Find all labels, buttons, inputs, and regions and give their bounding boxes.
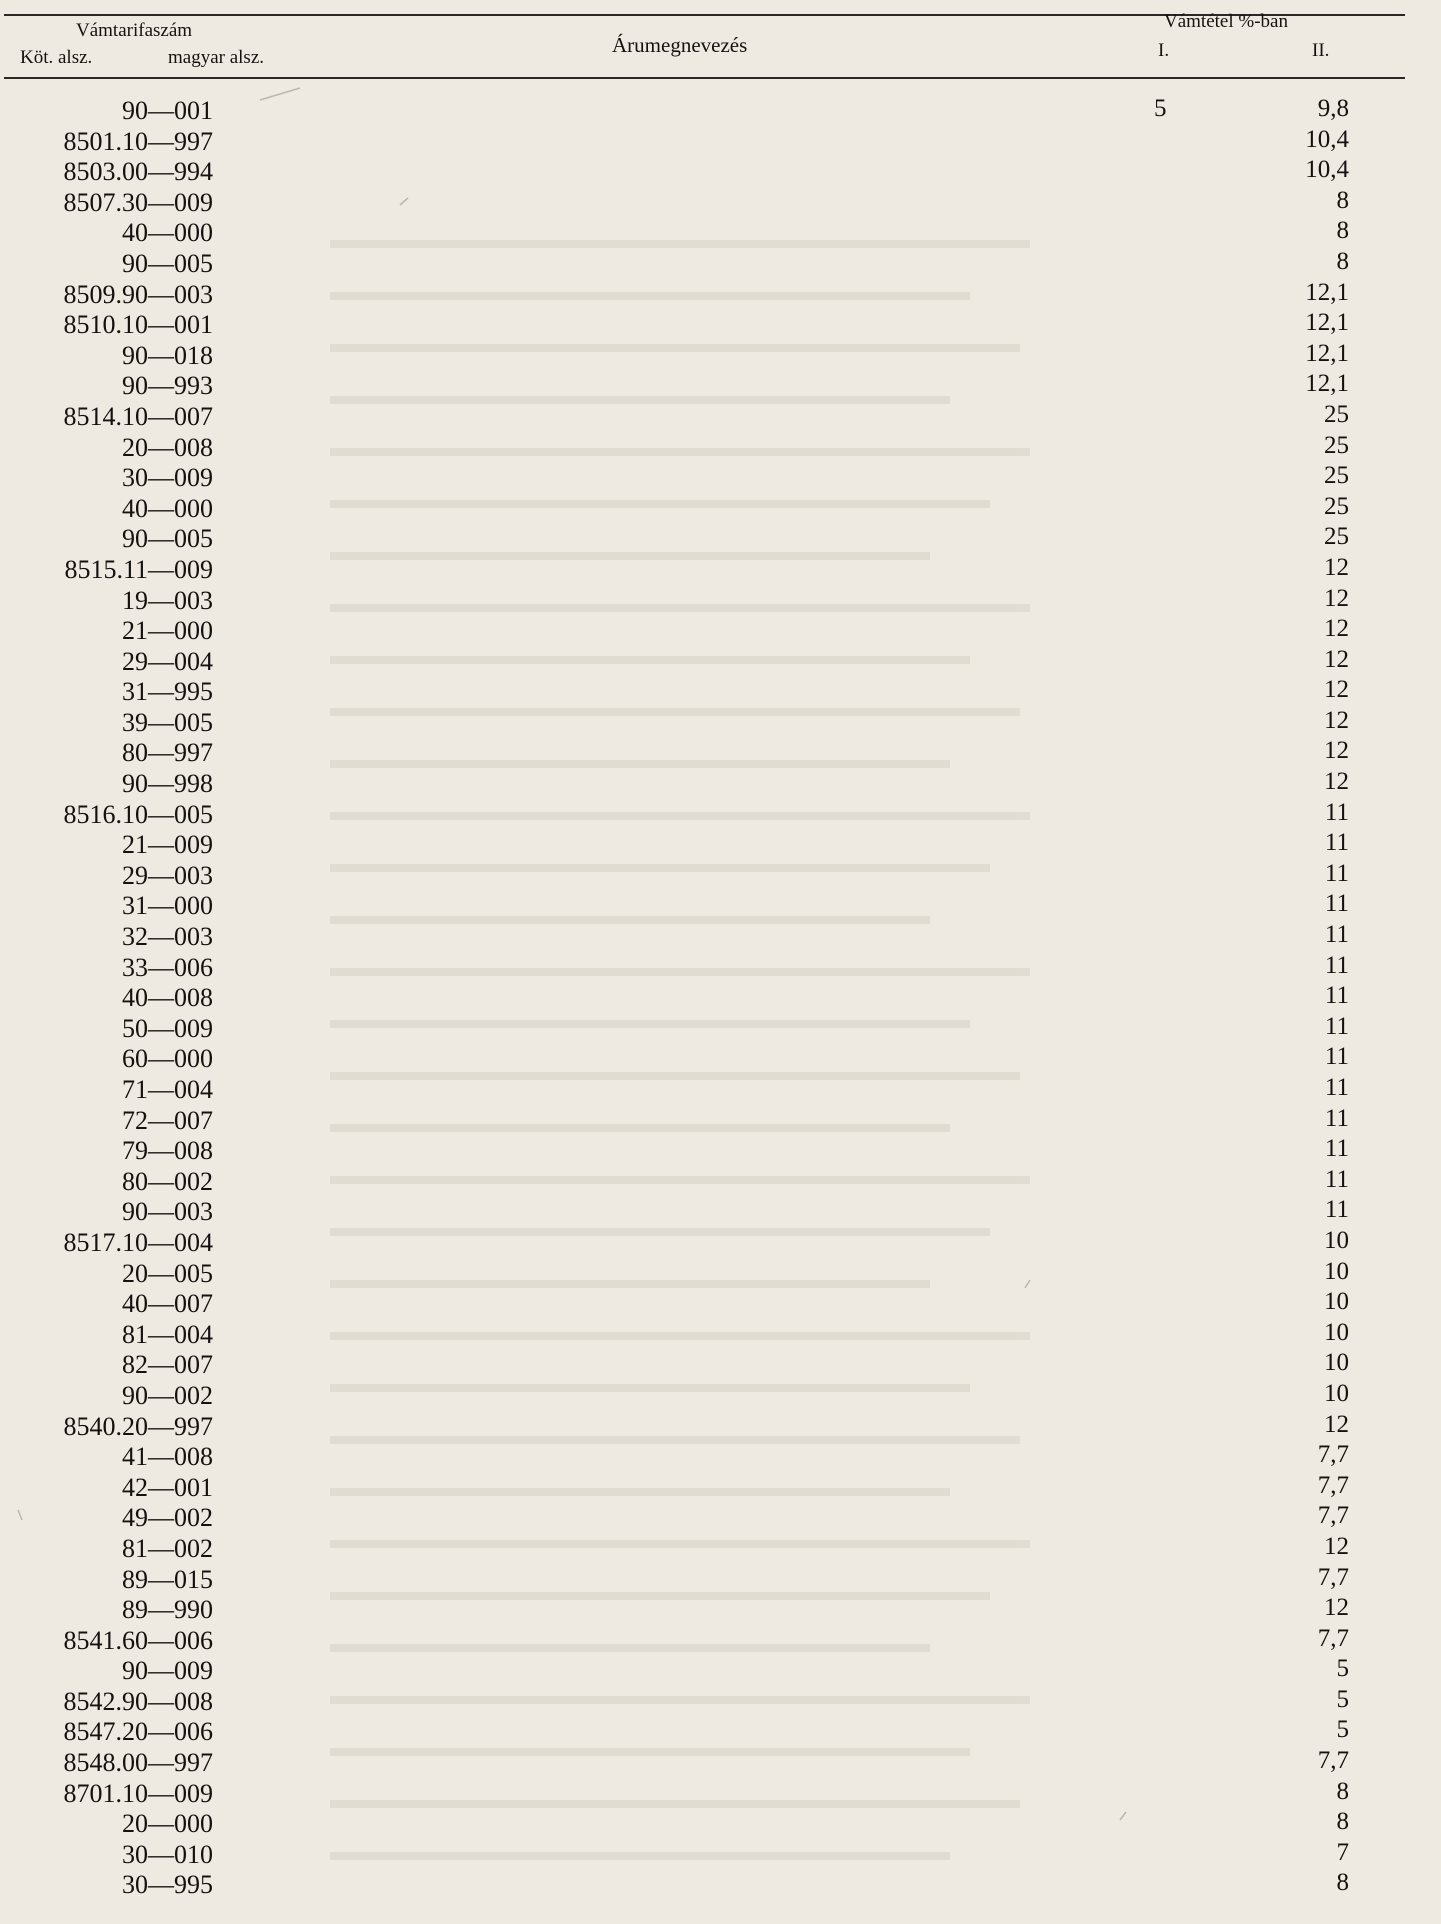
table-row	[0, 524, 1441, 555]
rate-col-ii: 10	[1324, 1257, 1349, 1285]
tariff-code: 21—000	[122, 616, 213, 646]
rate-col-ii: 8	[1336, 1808, 1349, 1836]
table-row	[0, 157, 1441, 188]
table-row	[0, 1565, 1441, 1596]
rate-col-ii: 10	[1324, 1379, 1349, 1407]
rate-col-ii: 12,1	[1305, 278, 1349, 306]
rate-col-ii: 11	[1324, 829, 1349, 857]
tariff-code: 8517.10—004	[63, 1227, 213, 1257]
rate-col-ii: 12	[1324, 706, 1349, 734]
table-row	[0, 1289, 1441, 1320]
rate-col-ii: 12	[1324, 676, 1349, 704]
tariff-code: 49—002	[122, 1503, 213, 1533]
tariff-code: 40—000	[122, 218, 213, 248]
tariff-code: 19—003	[122, 585, 213, 615]
tariff-code: 8503.00—994	[63, 157, 213, 187]
tariff-code: 8510.10—001	[63, 310, 213, 340]
tariff-code: 8701.10—009	[63, 1778, 213, 1808]
table-row	[0, 433, 1441, 464]
rate-col-ii: 11	[1324, 982, 1349, 1010]
rate-col-ii: 8	[1336, 217, 1349, 245]
table-row	[0, 891, 1441, 922]
rate-col-ii: 11	[1324, 1012, 1349, 1040]
table-row	[0, 188, 1441, 219]
table-row	[0, 1320, 1441, 1351]
tariff-code: 89—015	[122, 1564, 213, 1594]
tariff-code: 80—997	[122, 738, 213, 768]
rate-col-ii: 8	[1336, 247, 1349, 275]
tariff-code: 81—002	[122, 1533, 213, 1563]
table-row	[0, 341, 1441, 372]
table-row	[0, 677, 1441, 708]
rate-col-ii: 12	[1324, 553, 1349, 581]
rate-col-ii: 11	[1324, 1074, 1349, 1101]
tariff-code: 8541.60—006	[63, 1625, 213, 1655]
header-arumegnevezes: Árumegnevezés	[612, 33, 748, 57]
tariff-rows	[0, 96, 1441, 1901]
rate-col-ii: 7	[1336, 1838, 1349, 1866]
rate-col-ii: 5	[1336, 1655, 1349, 1683]
rate-col-ii: 25	[1324, 492, 1349, 520]
rate-col-ii: 7,7	[1317, 1502, 1349, 1530]
table-row	[0, 218, 1441, 249]
tariff-code: 80—002	[122, 1166, 213, 1196]
rate-col-ii: 8	[1336, 186, 1349, 214]
rate-col-ii: 10	[1324, 1318, 1349, 1346]
table-row	[0, 1442, 1441, 1473]
tariff-code: 8547.20—006	[63, 1717, 213, 1747]
rate-col-ii: 11	[1324, 890, 1349, 918]
table-row	[0, 1503, 1441, 1534]
tariff-code: 30—010	[122, 1839, 213, 1869]
table-row	[0, 127, 1441, 158]
tariff-code: 31—000	[122, 891, 213, 921]
rate-col-ii: 25	[1324, 462, 1349, 490]
table-row	[0, 1014, 1441, 1045]
table-row	[0, 1167, 1441, 1198]
table-row	[0, 1595, 1441, 1626]
table-row	[0, 1044, 1441, 1075]
tariff-code: 8540.20—997	[63, 1411, 213, 1441]
tariff-code: 39—005	[122, 707, 213, 737]
rate-col-ii: 11	[1324, 1196, 1349, 1224]
rate-col-ii: 10	[1324, 1288, 1349, 1316]
rate-col-ii: 11	[1324, 1165, 1349, 1193]
table-row	[0, 1075, 1441, 1106]
rate-col-ii: 11	[1324, 921, 1349, 949]
tariff-code: 90—003	[122, 1197, 213, 1227]
table-row	[0, 1809, 1441, 1840]
tariff-code: 41—008	[122, 1442, 213, 1472]
tariff-code: 30—009	[122, 463, 213, 493]
rate-col-ii: 7,7	[1317, 1624, 1349, 1652]
table-row	[0, 800, 1441, 831]
rate-col-ii: 11	[1324, 1135, 1349, 1163]
rate-col-ii: 12,1	[1305, 309, 1349, 337]
rate-col-ii: 8	[1336, 1869, 1349, 1897]
table-row	[0, 1656, 1441, 1687]
tariff-code: 30—995	[122, 1870, 213, 1900]
tariff-code: 82—007	[122, 1350, 213, 1380]
rate-col-ii: 11	[1324, 798, 1349, 826]
tariff-code: 32—003	[122, 922, 213, 952]
rate-col-ii: 12	[1324, 768, 1349, 796]
tariff-code: 60—000	[122, 1044, 213, 1074]
table-row	[0, 1870, 1441, 1901]
table-row	[0, 280, 1441, 311]
header-col-ii: II.	[1312, 40, 1330, 61]
header-vamtetel: Vámtétel %-ban	[1164, 11, 1288, 32]
table-row	[0, 1840, 1441, 1871]
rate-col-ii: 12	[1324, 615, 1349, 643]
tariff-code: 8542.90—008	[63, 1686, 213, 1716]
tariff-code: 8507.30—009	[63, 187, 213, 217]
table-row	[0, 1259, 1441, 1290]
tariff-code: 8501.10—997	[63, 126, 213, 156]
table-row	[0, 830, 1441, 861]
rate-col-ii: 12	[1324, 1594, 1349, 1622]
table-row	[0, 1687, 1441, 1718]
table-row	[0, 1717, 1441, 1748]
table-row	[0, 249, 1441, 280]
rate-col-ii: 8	[1336, 1777, 1349, 1805]
table-row	[0, 738, 1441, 769]
rate-col-ii: 11	[1324, 1104, 1349, 1132]
table-row	[0, 371, 1441, 402]
tariff-code: 71—004	[122, 1075, 213, 1104]
rate-col-ii: 12	[1324, 584, 1349, 612]
tariff-code: 89—990	[122, 1595, 213, 1625]
rate-col-ii: 7,7	[1317, 1563, 1349, 1591]
rate-col-ii: 7,7	[1317, 1747, 1349, 1775]
table-row	[0, 1228, 1441, 1259]
table-row	[0, 1626, 1441, 1657]
table-row	[0, 1106, 1441, 1137]
rate-col-ii: 7,7	[1317, 1471, 1349, 1499]
rate-col-ii: 5	[1336, 1716, 1349, 1744]
table-row	[0, 555, 1441, 586]
rate-col-ii: 12,1	[1305, 370, 1349, 398]
table-row	[0, 708, 1441, 739]
tariff-code: 20—000	[122, 1809, 213, 1839]
tariff-code: 29—003	[122, 860, 213, 890]
rate-col-ii: 9,8	[1317, 95, 1349, 122]
table-row	[0, 1350, 1441, 1381]
tariff-code: 90—002	[122, 1380, 213, 1410]
table-row	[0, 310, 1441, 341]
table-row	[0, 1779, 1441, 1810]
tariff-code: 40—007	[122, 1289, 213, 1319]
header-kot-alsz: Köt. alsz.	[20, 47, 93, 68]
rate-col-ii: 11	[1324, 1043, 1349, 1071]
table-row	[0, 494, 1441, 525]
rate-col-ii: 12	[1324, 645, 1349, 673]
tariff-code: 79—008	[122, 1136, 213, 1166]
tariff-code: 20—008	[122, 432, 213, 462]
rate-col-ii: 25	[1324, 523, 1349, 551]
tariff-code: 90—998	[122, 769, 213, 799]
tariff-code: 90—009	[122, 1656, 213, 1686]
rate-col-ii: 12	[1324, 1410, 1349, 1438]
table-row	[0, 1534, 1441, 1565]
tariff-code: 8515.11—009	[64, 554, 213, 584]
table-row	[0, 616, 1441, 647]
rate-col-ii: 7,7	[1317, 1441, 1349, 1469]
table-row	[0, 1473, 1441, 1504]
tariff-code: 8509.90—003	[63, 279, 213, 309]
table-row	[0, 861, 1441, 892]
tariff-code: 40—008	[122, 983, 213, 1013]
tariff-code: 8514.10—007	[63, 401, 213, 431]
tariff-code: 40—000	[122, 493, 213, 523]
rate-col-ii: 10,4	[1305, 125, 1349, 153]
table-row	[0, 647, 1441, 678]
tariff-code: 20—005	[122, 1258, 213, 1288]
tariff-code: 90—005	[122, 524, 213, 554]
header-col-i: I.	[1158, 40, 1170, 61]
rate-col-i: 5	[1154, 95, 1167, 122]
tariff-code: 29—004	[122, 646, 213, 676]
header-rule	[4, 77, 1405, 79]
table-row	[0, 1381, 1441, 1412]
rate-col-ii: 10	[1324, 1349, 1349, 1377]
tariff-code: 31—995	[122, 677, 213, 707]
tariff-code: 81—004	[122, 1319, 213, 1349]
table-row	[0, 953, 1441, 984]
table-row	[0, 1748, 1441, 1779]
rate-col-ii: 12	[1324, 737, 1349, 765]
rate-col-ii: 12	[1324, 1532, 1349, 1560]
rate-col-ii: 12,1	[1305, 339, 1349, 367]
header-vamtarifaszam: Vámtarifaszám	[76, 20, 193, 41]
tariff-code: 21—009	[122, 830, 213, 860]
table-row	[0, 96, 1441, 127]
table-row	[0, 922, 1441, 953]
rate-col-ii: 25	[1324, 400, 1349, 428]
table-row	[0, 586, 1441, 617]
tariff-code: 90—018	[122, 340, 213, 370]
table-row	[0, 983, 1441, 1014]
tariff-code: 50—009	[122, 1013, 213, 1043]
tariff-code: 8516.10—005	[63, 799, 213, 829]
table-row	[0, 402, 1441, 433]
tariff-code: 42—001	[122, 1472, 213, 1502]
rate-col-ii: 25	[1324, 431, 1349, 459]
tariff-code: 90—001	[122, 96, 213, 125]
table-row	[0, 1412, 1441, 1443]
tariff-code: 90—993	[122, 371, 213, 401]
tariff-code: 33—006	[122, 952, 213, 982]
table-row	[0, 463, 1441, 494]
tariff-code: 8548.00—997	[63, 1748, 213, 1778]
header-magyar-alsz: magyar alsz.	[168, 47, 265, 68]
table-row	[0, 769, 1441, 800]
table-row	[0, 1136, 1441, 1167]
tariff-code: 72—007	[122, 1105, 213, 1135]
rate-col-ii: 10	[1324, 1226, 1349, 1254]
rate-col-ii: 10,4	[1305, 156, 1349, 184]
table-row	[0, 1197, 1441, 1228]
rate-col-ii: 11	[1324, 951, 1349, 979]
rate-col-ii: 11	[1324, 859, 1349, 887]
rate-col-ii: 5	[1336, 1685, 1349, 1713]
tariff-code: 90—005	[122, 248, 213, 278]
